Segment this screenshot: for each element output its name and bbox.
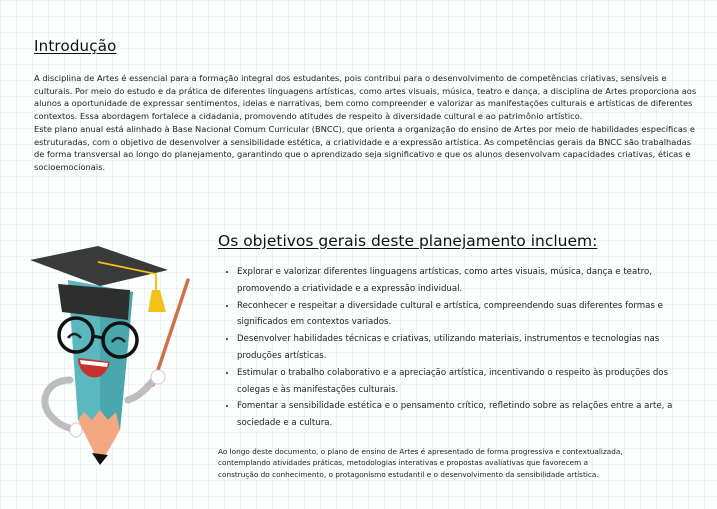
pencil-mascot-icon [28, 240, 208, 480]
mascot-left-hand [70, 423, 82, 437]
list-item: • Explorar e valorizar diferentes linguagens artísticas, como artes visuais, música, dança e teatro, promovendo a criatividade e a expressão individual. [237, 264, 677, 298]
list-item: • Estimular o trabalho colaborativo e a apreciação artística, incentivando o respeito às produções dos colegas e às manifestações culturais. [237, 365, 677, 399]
mascot-left-arm [45, 380, 76, 430]
list-item: • Desenvolver habilidades técnicas e criativas, utilizando materiais, instrumentos e tecnologias nas produções artísticas. [237, 331, 677, 365]
objectives-list [221, 264, 677, 432]
intro-paragraph-2: Este plano anual está alinhado à Base Nacional Comum Curricular (BNCC), que orienta a organização do ensino de Artes por meio de habilidades específicas e estruturadas, com o objetivo de desenvolver a sensibilidade estética, a criatividade e a expressão artística. As competências gerais da BNCC são trabalhadas de forma transversal ao longo do planejamento, garantindo que o aprendizado seja significativo e que os alunos desenvolvam capacidades criativas, éticas e socioemocionais. [34, 123, 695, 172]
list-item: • Reconhecer e respeitar a diversidade cultural e artística, compreendendo suas diferentes formas e significados em contextos variados. [237, 298, 677, 332]
mascot-right-hand [151, 370, 165, 384]
list-item: • Fomentar a sensibilidade estética e o pensamento crítico, refletindo sobre as relações entre a arte, a sociedade e a cultura. [237, 398, 677, 432]
pencil-lead [92, 453, 108, 465]
intro-section [34, 72, 702, 174]
graduation-cap-icon [30, 246, 168, 286]
intro-heading: Introdução [34, 37, 117, 55]
intro-paragraph-1: A disciplina de Artes é essencial para a formação integral dos estudantes, pois contribui para o desenvolvimento de competências criativas, sensíveis e culturais. Por meio do estudo e da prática de diferentes linguagens artísticas, como artes visuais, música, teatro e dança, a disciplina de Artes proporciona aos alunos a oportunidade de expressar sentimentos, ideias e narrativas, bem como compreender e valorizar as manifestações culturais e artísticas de diferentes contextos. Essa abordagem fortalece a cidadania, promovendo atitudes de respeito à diversidade cultural e ao patrimônio artístico. [34, 73, 697, 122]
cap-tassel [148, 290, 166, 312]
objectives-heading: Os objetivos gerais deste planejamento incluem: [218, 232, 598, 250]
closing-paragraph: Ao longo deste documento, o plano de ensino de Artes é apresentado de forma progressiva e contextualizada, contemplando atividades práticas, metodologias interativas e propostas avaliativas que favorecem a construção do conhecimento, o protagonismo estudantil e o desenvolvimento da sensibilidade artística. [218, 447, 623, 479]
cap-base [58, 284, 130, 320]
mascot-right-arm [128, 378, 156, 400]
